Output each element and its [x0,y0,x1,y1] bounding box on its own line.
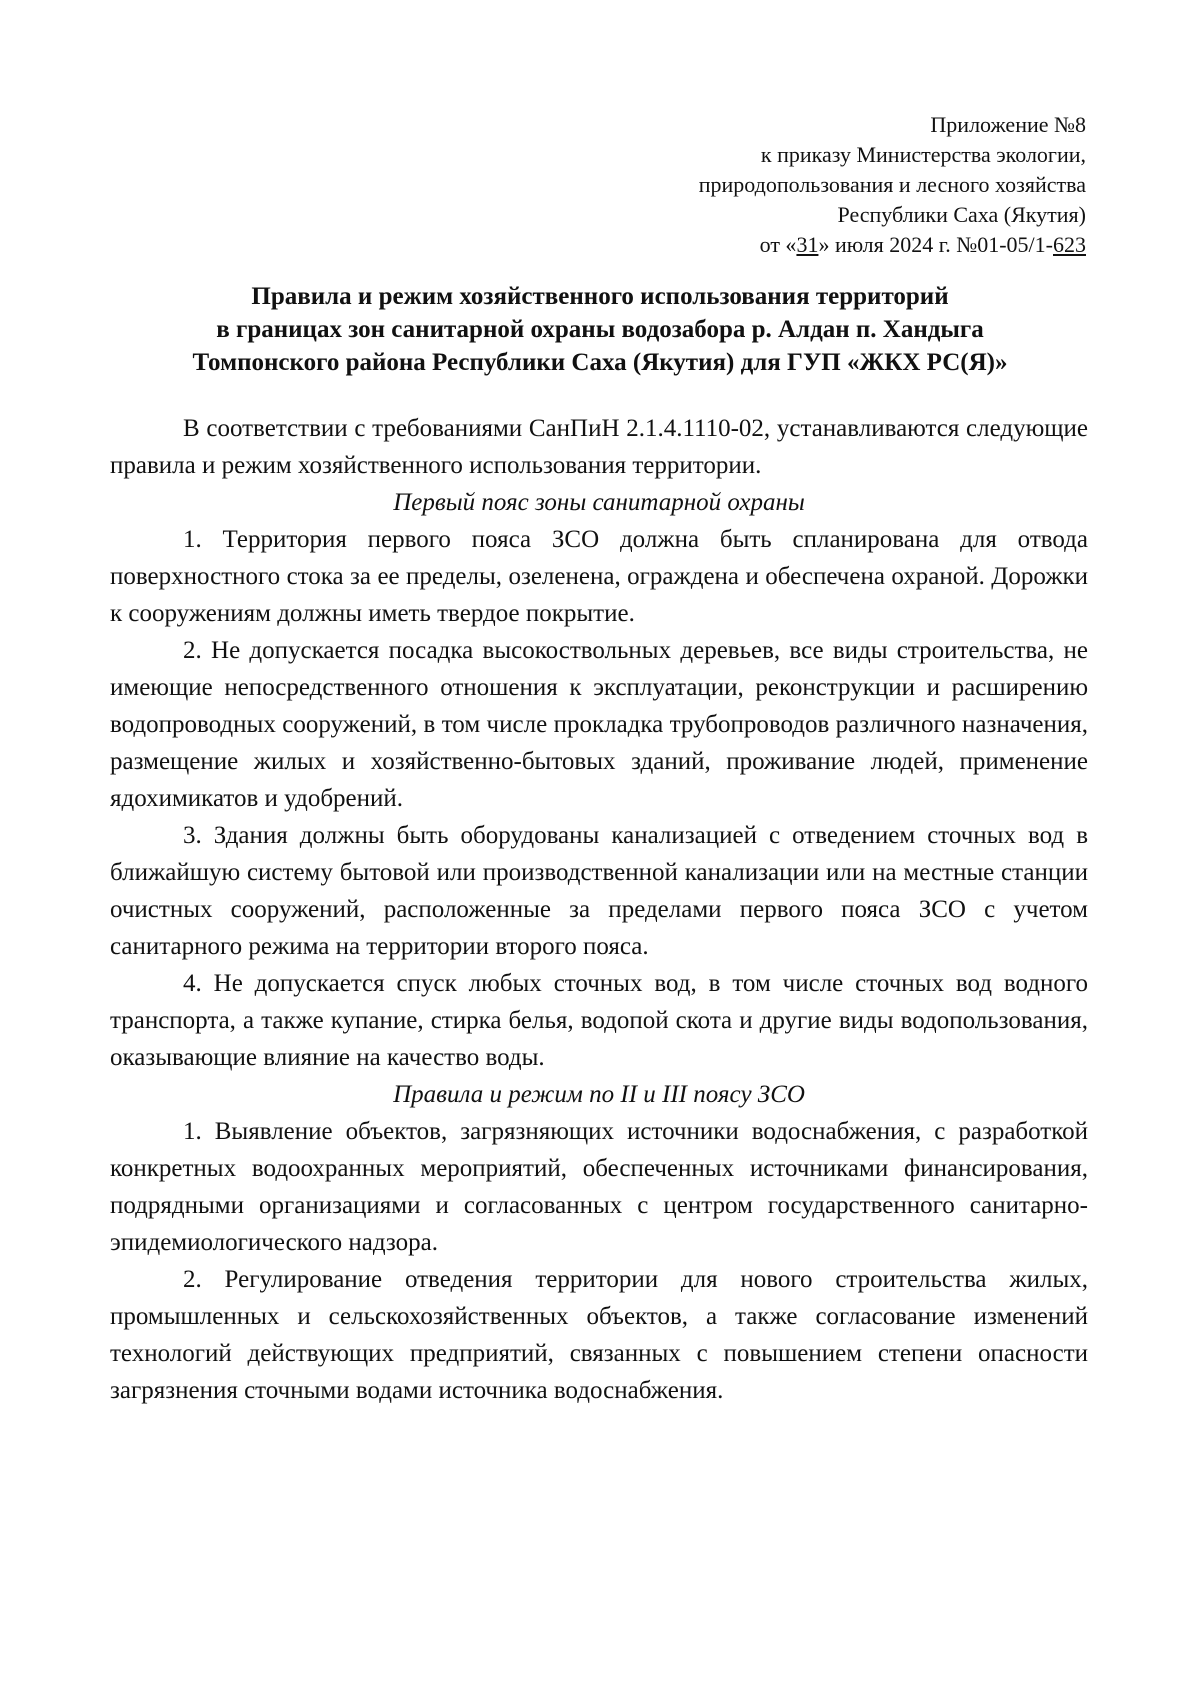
document-title [110,280,1090,379]
section-1-item-2: 2. Не допускается посадка высокоствольных деревьев, все виды строительства, не имеющие непосредственного отношения к эксплуатации, реконструкции и расширению водопроводных сооружений, в том числе прокладка трубопроводов различного назначения, размещение жилых и хозяйственно-бытовых зданий, проживание людей, применение ядохимикатов и удобрений. [110,637,1088,812]
date-day: 31 [796,232,819,257]
intro-paragraph: В соответствии с требованиями СанПиН 2.1.4.1110-02, устанавливаются следующие правила и режим хозяйственного использования территории. [110,415,1088,479]
appendix-number: Приложение №8 [930,112,1086,137]
section-2-item-2: 2. Регулирование отведения территории для нового строительства жилых, промышленных и сельскохозяйственных объектов, а также согласование изменений технологий действующих предприятий, связанных с повышением степени опасности загрязнения сточными водами источника водоснабжения. [110,1266,1088,1404]
appendix-date-line [699,230,1086,260]
section-1-item-1: 1. Территория первого пояса ЗСО должна быть спланирована для отвода поверхностного стока за ее пределы, озеленена, ограждена и обеспечена охраной. Дорожки к сооружениям должны иметь твердое покрытие. [110,526,1088,627]
title-line-1: Правила и режим хозяйственного использования территорий [251,283,949,310]
appendix-order-ref: к приказу Министерства экологии, [760,142,1086,167]
section-2-heading: Правила и режим по II и III поясу ЗСО [393,1081,805,1108]
title-line-3: Томпонского района Республики Саха (Якутия) для ГУП «ЖКХ РС(Я)» [192,349,1008,376]
appendix-republic: Республики Саха (Якутия) [837,202,1086,227]
document-body [110,410,1088,1409]
date-mid: » июля 2024 г. №01-05/1- [818,232,1053,257]
section-2-item-1: 1. Выявление объектов, загрязняющих источники водоснабжения, с разработкой конкретных водоохранных мероприятий, обеспеченных источниками финансирования, подрядными организациями и согласованных с центром государственного санитарно-эпидемиологического надзора. [110,1118,1088,1256]
section-1-item-4: 4. Не допускается спуск любых сточных вод, в том числе сточных вод водного транспорта, а также купание, стирка белья, водопой скота и другие виды водопользования, оказывающие влияние на качество воды. [110,970,1088,1071]
date-prefix: от « [759,232,797,257]
appendix-header [699,110,1086,260]
section-1-heading: Первый пояс зоны санитарной охраны [393,489,805,516]
appendix-ministry: природопользования и лесного хозяйства [698,172,1086,197]
title-line-2: в границах зон санитарной охраны водозабора р. Алдан п. Хандыга [216,316,984,343]
order-number: 623 [1053,232,1086,257]
section-1-item-3: 3. Здания должны быть оборудованы канализацией с отведением сточных вод в ближайшую систему бытовой или производственной канализации или на местные станции очистных сооружений, расположенные за пределами первого пояса ЗСО с учетом санитарного режима на территории второго пояса. [110,822,1088,960]
